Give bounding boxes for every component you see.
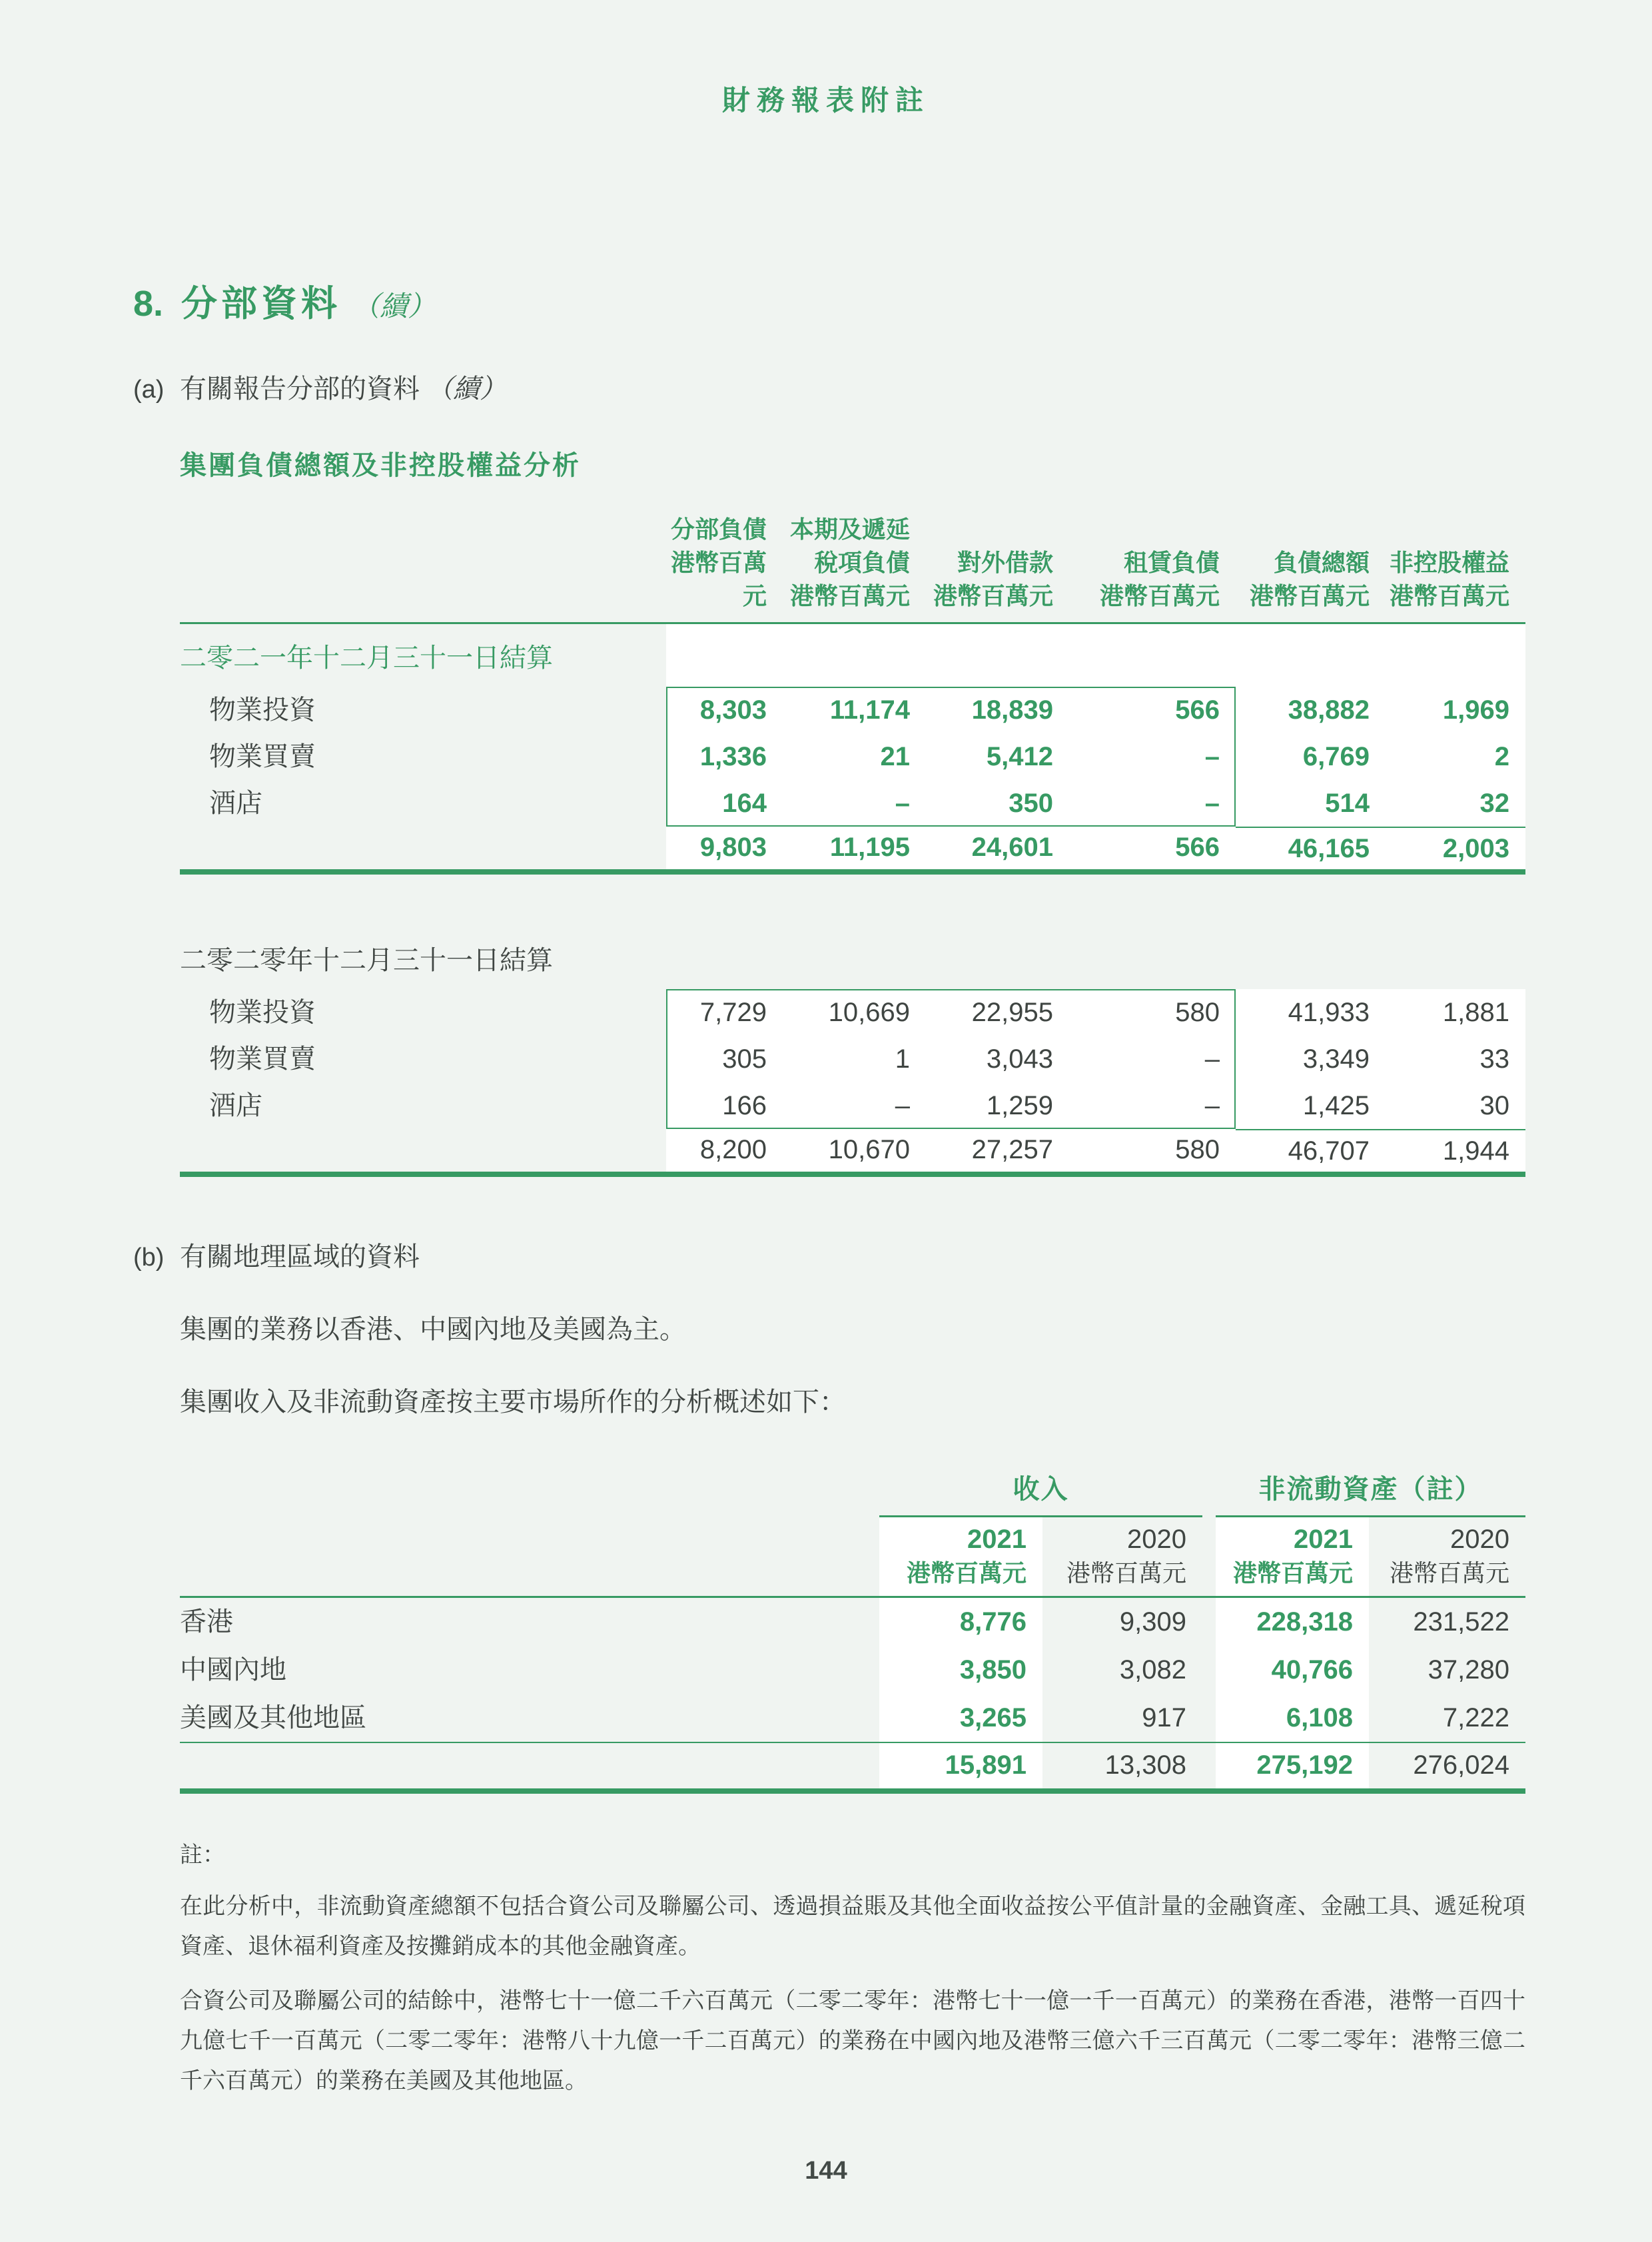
section-label-2020: 二零二零年十二月三十一日結算 bbox=[180, 945, 553, 975]
table-cell: 3,043 bbox=[926, 1036, 1069, 1082]
total-cell: 1,944 bbox=[1386, 1129, 1525, 1172]
table-cell: 1,881 bbox=[1386, 989, 1525, 1036]
table-cell: 350 bbox=[926, 780, 1069, 827]
row-label-hotel: 酒店 bbox=[209, 1091, 262, 1120]
part-b-label: (b) bbox=[133, 1244, 165, 1272]
liabilities-table-header bbox=[180, 513, 1525, 624]
total-cell: 276,024 bbox=[1369, 1742, 1525, 1788]
year-header-2020: 2020 bbox=[1127, 1525, 1186, 1554]
unit-label: 港幣百萬元 bbox=[1216, 1559, 1369, 1596]
column-header-total-liabilities: 負債總額 港幣百萬元 bbox=[1249, 549, 1370, 609]
table-cell: 32 bbox=[1386, 780, 1525, 827]
group-header-revenue: 收入 bbox=[879, 1461, 1202, 1517]
table-cell: 21 bbox=[783, 733, 926, 780]
row-label-property-trading: 物業買賣 bbox=[209, 742, 316, 771]
column-header-lease-liabilities: 租賃負債 港幣百萬元 bbox=[1099, 549, 1220, 609]
table-cell: 566 bbox=[1069, 687, 1236, 733]
row-label-usa-and-others: 美國及其他地區 bbox=[180, 1703, 366, 1732]
table-cell: 1 bbox=[783, 1036, 926, 1082]
total-cell: 275,192 bbox=[1216, 1742, 1369, 1788]
total-cell: 8,200 bbox=[666, 1129, 783, 1172]
total-cell: 27,257 bbox=[926, 1129, 1069, 1172]
table-cell: 1,425 bbox=[1236, 1082, 1386, 1129]
liabilities-table bbox=[180, 513, 1525, 1177]
table-cell: – bbox=[1069, 1036, 1236, 1082]
table-cell: 3,265 bbox=[879, 1694, 1042, 1742]
row-label-property-investment: 物業投資 bbox=[209, 998, 316, 1027]
total-cell: 11,195 bbox=[783, 827, 926, 869]
part-a-continued-marker: （續） bbox=[426, 374, 506, 404]
column-header-tax-liabilities: 本期及遞延 稅項負債 港幣百萬元 bbox=[789, 516, 910, 609]
geography-table bbox=[180, 1461, 1525, 1794]
table-cell: 8,303 bbox=[666, 687, 783, 733]
part-b-paragraph-2: 集團收入及非流動資產按主要市場所作的分析概述如下： bbox=[180, 1387, 846, 1417]
total-cell: 2,003 bbox=[1386, 827, 1525, 869]
table-cell: 3,349 bbox=[1236, 1036, 1386, 1082]
part-a-title: 有關報告分部的資料 bbox=[180, 374, 420, 404]
table-cell: 7,729 bbox=[666, 989, 783, 1036]
row-label-mainland-china: 中國內地 bbox=[180, 1655, 286, 1684]
table-cell: 228,318 bbox=[1216, 1598, 1369, 1646]
table-cell: 18,839 bbox=[926, 687, 1069, 733]
table-cell: 41,933 bbox=[1236, 989, 1386, 1036]
part-b-heading bbox=[133, 1236, 1652, 1274]
unit-label: 港幣百萬元 bbox=[1066, 1559, 1186, 1587]
footnotes bbox=[180, 1836, 1525, 2101]
total-cell: 46,165 bbox=[1236, 827, 1386, 869]
year-header-2020: 2020 bbox=[1450, 1525, 1509, 1554]
table-cell: 514 bbox=[1236, 780, 1386, 827]
table-cell: 1,259 bbox=[926, 1082, 1069, 1129]
page-number: 144 bbox=[805, 2157, 847, 2185]
table-cell: 30 bbox=[1386, 1082, 1525, 1129]
total-cell: 13,308 bbox=[1042, 1742, 1202, 1788]
table-cell: 37,280 bbox=[1428, 1655, 1509, 1684]
section-divider-rule bbox=[180, 869, 1525, 875]
row-label-hotel: 酒店 bbox=[209, 789, 262, 818]
table-cell: 7,222 bbox=[1442, 1703, 1509, 1732]
liabilities-section-2021 bbox=[180, 624, 1525, 875]
table-cell: 11,174 bbox=[783, 687, 926, 733]
year-header-2021: 2021 bbox=[1216, 1517, 1369, 1559]
table-bottom-rule bbox=[180, 1788, 1525, 1794]
table-cell: 38,882 bbox=[1236, 687, 1386, 733]
table-cell: 6,108 bbox=[1216, 1694, 1369, 1742]
column-header-non-controlling-interests: 非控股權益 港幣百萬元 bbox=[1389, 549, 1509, 609]
table-cell: – bbox=[1069, 733, 1236, 780]
note-paragraph-2: 合資公司及聯屬公司的結餘中，港幣七十一億二千六百萬元（二零二零年：港幣七十一億一千一百萬元）的業務在香港，港幣一百四十九億七千一百萬元（二零二零年：港幣八十九億一千二百萬元）的業務在中國內地及港幣三億六千三百萬元（二零二零年：港幣三億二千六百萬元）的業務在美國及其他地區。 bbox=[180, 1988, 1525, 2093]
total-cell: 9,803 bbox=[666, 827, 783, 869]
part-a-heading bbox=[133, 368, 1652, 406]
table-cell: 1,336 bbox=[666, 733, 783, 780]
row-label-property-investment: 物業投資 bbox=[209, 695, 316, 725]
year-header-2021: 2021 bbox=[879, 1517, 1042, 1559]
section-divider-rule bbox=[180, 1172, 1525, 1177]
table-cell: 1,969 bbox=[1386, 687, 1525, 733]
table-cell: 305 bbox=[666, 1036, 783, 1082]
note-paragraph-1: 在此分析中，非流動資產總額不包括合資公司及聯屬公司、透過損益賬及其他全面收益按公平值計量的金融資產、金融工具、遞延稅項資產、退休福利資產及按攤銷成本的其他金融資產。 bbox=[180, 1894, 1525, 1959]
section-number: 8. bbox=[133, 284, 164, 324]
table-cell: 6,769 bbox=[1236, 733, 1386, 780]
table-cell: 166 bbox=[666, 1082, 783, 1129]
total-cell: 15,891 bbox=[879, 1742, 1042, 1788]
header-spacer bbox=[180, 513, 666, 622]
total-cell: 24,601 bbox=[926, 827, 1069, 869]
liabilities-section-2020 bbox=[180, 927, 1525, 1177]
geography-table-header bbox=[180, 1461, 1525, 1596]
table-cell: 3,082 bbox=[1119, 1655, 1186, 1684]
part-b-title: 有關地理區域的資料 bbox=[180, 1242, 420, 1272]
table-cell: – bbox=[1069, 780, 1236, 827]
liabilities-table-title: 集團負債總額及非控股權益分析 bbox=[180, 451, 581, 480]
column-header-external-borrowings: 對外借款 港幣百萬元 bbox=[933, 549, 1053, 609]
group-header-non-current-assets: 非流動資產（註） bbox=[1216, 1461, 1525, 1517]
section-continued-marker: （續） bbox=[352, 290, 436, 322]
table-cell: 8,776 bbox=[879, 1598, 1042, 1646]
section-heading bbox=[133, 275, 1652, 326]
part-a-label: (a) bbox=[133, 376, 165, 404]
table-cell: 10,669 bbox=[783, 989, 926, 1036]
note-label: 註： bbox=[180, 1842, 225, 1868]
row-label-hong-kong: 香港 bbox=[180, 1607, 233, 1637]
total-cell: 580 bbox=[1069, 1129, 1236, 1172]
table-cell: 5,412 bbox=[926, 733, 1069, 780]
geography-table-body bbox=[180, 1598, 1525, 1788]
total-cell: 46,707 bbox=[1236, 1129, 1386, 1172]
table-cell: – bbox=[783, 780, 926, 827]
table-cell: 33 bbox=[1386, 1036, 1525, 1082]
table-cell: 40,766 bbox=[1216, 1646, 1369, 1694]
table-cell: 231,522 bbox=[1413, 1607, 1509, 1637]
table-cell: 22,955 bbox=[926, 989, 1069, 1036]
table-cell: 2 bbox=[1386, 733, 1525, 780]
part-b-paragraph-1: 集團的業務以香港、中國內地及美國為主。 bbox=[180, 1315, 686, 1344]
section-title: 分部資料 bbox=[181, 284, 341, 324]
unit-label: 港幣百萬元 bbox=[1389, 1559, 1509, 1587]
unit-label: 港幣百萬元 bbox=[879, 1559, 1042, 1596]
table-cell: 9,309 bbox=[1119, 1607, 1186, 1637]
column-header-segment-liabilities: 分部負債 港幣百萬元 bbox=[670, 516, 767, 609]
total-cell: 566 bbox=[1069, 827, 1236, 869]
section-label-2021: 二零二一年十二月三十一日結算 bbox=[180, 643, 553, 673]
total-cell: 10,670 bbox=[783, 1129, 926, 1172]
page-title: 財務報表附註 bbox=[721, 85, 930, 116]
table-cell: 164 bbox=[666, 780, 783, 827]
table-cell: 3,850 bbox=[879, 1646, 1042, 1694]
table-cell: 580 bbox=[1069, 989, 1236, 1036]
row-label-property-trading: 物業買賣 bbox=[209, 1044, 316, 1074]
table-cell: – bbox=[783, 1082, 926, 1129]
table-cell: – bbox=[1069, 1082, 1236, 1129]
table-cell: 917 bbox=[1142, 1703, 1186, 1732]
